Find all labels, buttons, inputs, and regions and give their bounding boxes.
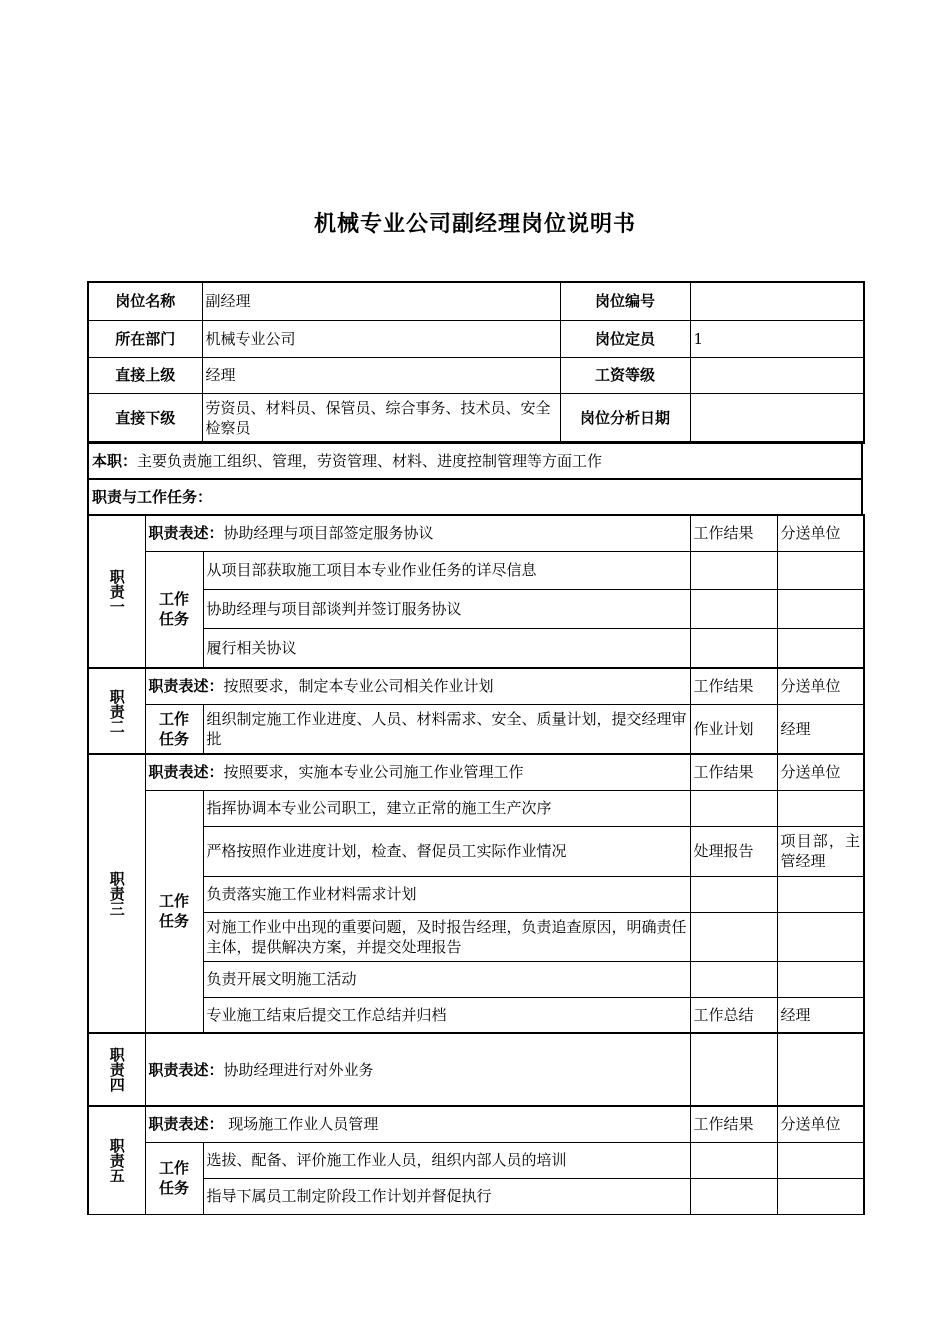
duty1-desc-label: 职责表述： xyxy=(148,524,224,543)
duty3-tasks-label: 工作任务 xyxy=(145,790,203,1033)
duty3-task-5-send xyxy=(777,961,864,997)
duty1-task-3-result xyxy=(690,628,777,668)
duty3-task-1: 指挥协调本专业公司职工，建立正常的施工生产次序 xyxy=(203,790,690,826)
duty2-desc-label: 职责表述： xyxy=(148,677,224,696)
duty2-tasks-label: 工作任务 xyxy=(145,704,203,754)
duty2-task-1-send: 经理 xyxy=(777,704,864,754)
duty5-task-2-result xyxy=(690,1178,777,1214)
position-name-label: 岗位名称 xyxy=(88,282,202,320)
duty4-name: 职责四 xyxy=(88,1033,145,1106)
duty4-send-cell xyxy=(777,1033,864,1106)
duty1-tasks-label: 工作任务 xyxy=(145,551,203,668)
department-value: 机械专业公司 xyxy=(202,320,560,357)
duty2-task-1: 组织制定施工作业进度、人员、材料需求、安全、质量计划，提交经理审批 xyxy=(203,704,690,754)
duty4-desc-label: 职责表述： xyxy=(148,1060,224,1079)
duty1-task-3-send xyxy=(777,628,864,668)
duty3-send-header: 分送单位 xyxy=(777,754,864,790)
duty2-desc-cell xyxy=(145,668,690,704)
duty5-desc-cell xyxy=(145,1106,690,1142)
duty3-task-2-send: 项目部，主管经理 xyxy=(777,826,864,876)
duty3-task-6-send: 经理 xyxy=(777,997,864,1033)
duty1-send-header: 分送单位 xyxy=(777,515,864,551)
duty1-task-1: 从项目部获取施工项目本专业作业任务的详尽信息 xyxy=(203,551,690,589)
duty5-task-1-send xyxy=(777,1142,864,1178)
department-label: 所在部门 xyxy=(88,320,202,357)
duty3-task-6-result: 工作总结 xyxy=(690,997,777,1033)
duty2-desc: 按照要求，制定本专业公司相关作业计划 xyxy=(223,677,494,696)
salary-value xyxy=(690,357,864,393)
duty3-task-2: 严格按照作业进度计划，检查、督促员工实际作业情况 xyxy=(203,826,690,876)
duty-summary-row xyxy=(88,442,862,479)
duty1-desc-cell xyxy=(145,515,690,551)
subordinate-label: 直接下级 xyxy=(88,393,202,443)
duty2-name: 职责二 xyxy=(88,668,145,754)
duty3-task-4: 对施工作业中出现的重要问题，及时报告经理，负责追查原因，明确责任主体，提供解决方案，并提交处理报告 xyxy=(203,912,690,961)
duty-summary-text: 主要负责施工组织、管理，劳资管理、材料、进度控制管理等方面工作 xyxy=(137,451,603,470)
analysis-date-value xyxy=(690,393,864,443)
duty1-desc: 协助经理与项目部签定服务协议 xyxy=(223,524,434,543)
duty5-send-header: 分送单位 xyxy=(777,1106,864,1142)
duty5-result-header: 工作结果 xyxy=(690,1106,777,1142)
duty-summary-label: 本职： xyxy=(92,451,138,470)
duty3-task-6: 专业施工结束后提交工作总结并归档 xyxy=(203,997,690,1033)
duty3-task-1-result xyxy=(690,790,777,826)
duty4-desc-cell xyxy=(145,1033,690,1106)
analysis-date-label: 岗位分析日期 xyxy=(560,393,690,443)
duty3-name: 职责三 xyxy=(88,754,145,1033)
duty2-task-1-result: 作业计划 xyxy=(690,704,777,754)
duty3-task-4-result xyxy=(690,912,777,961)
duty5-task-1: 选拔、配备、评价施工作业人员，组织内部人员的培训 xyxy=(203,1142,690,1178)
duty2-send-header: 分送单位 xyxy=(777,668,864,704)
superior-value: 经理 xyxy=(202,357,560,393)
duty1-task-1-send xyxy=(777,551,864,589)
duty3-task-3-send xyxy=(777,876,864,912)
duty3-desc: 按照要求，实施本专业公司施工作业管理工作 xyxy=(223,763,524,782)
duty1-task-2: 协助经理与项目部谈判并签订服务协议 xyxy=(203,589,690,628)
duties-table xyxy=(87,514,865,1215)
position-no-value xyxy=(690,282,864,320)
headcount-value: 1 xyxy=(690,320,864,357)
duty3-task-5-result xyxy=(690,961,777,997)
duty1-result-header: 工作结果 xyxy=(690,515,777,551)
duty5-task-2-send xyxy=(777,1178,864,1214)
headcount-label: 岗位定员 xyxy=(560,320,690,357)
duty1-name: 职责一 xyxy=(88,515,145,668)
duty3-task-3: 负责落实施工作业材料需求计划 xyxy=(203,876,690,912)
duty1-task-3: 履行相关协议 xyxy=(203,628,690,668)
duties-heading: 职责与工作任务： xyxy=(88,479,862,514)
position-info-table xyxy=(87,281,865,444)
salary-label: 工资等级 xyxy=(560,357,690,393)
duty2-result-header: 工作结果 xyxy=(690,668,777,704)
duty5-desc-label: 职责表述： xyxy=(148,1115,224,1134)
duty5-desc: 现场施工作业人员管理 xyxy=(223,1115,379,1134)
superior-label: 直接上级 xyxy=(88,357,202,393)
duty1-task-1-result xyxy=(690,551,777,589)
page-title: 机械专业公司副经理岗位说明书 xyxy=(313,212,636,237)
duty5-tasks-label: 工作任务 xyxy=(145,1142,203,1214)
duty4-desc: 协助经理进行对外业务 xyxy=(223,1060,374,1079)
duty5-task-1-result xyxy=(690,1142,777,1178)
duty3-desc-cell xyxy=(145,754,690,790)
duty3-task-1-send xyxy=(777,790,864,826)
duty1-task-2-send xyxy=(777,589,864,628)
subordinate-value: 劳资员、材料员、保管员、综合事务、技术员、安全检察员 xyxy=(202,393,560,443)
duty1-task-2-result xyxy=(690,589,777,628)
duty3-desc-label: 职责表述： xyxy=(148,763,224,782)
duty3-result-header: 工作结果 xyxy=(690,754,777,790)
duty4-result-cell xyxy=(690,1033,777,1106)
duty3-task-4-send xyxy=(777,912,864,961)
position-no-label: 岗位编号 xyxy=(560,282,690,320)
duty-summary-table xyxy=(87,441,863,515)
duty5-name: 职责五 xyxy=(88,1106,145,1214)
duty3-task-5: 负责开展文明施工活动 xyxy=(203,961,690,997)
duty3-task-2-result: 处理报告 xyxy=(690,826,777,876)
duty3-task-3-result xyxy=(690,876,777,912)
duty5-task-2: 指导下属员工制定阶段工作计划并督促执行 xyxy=(203,1178,690,1214)
position-name-value: 副经理 xyxy=(202,282,560,320)
